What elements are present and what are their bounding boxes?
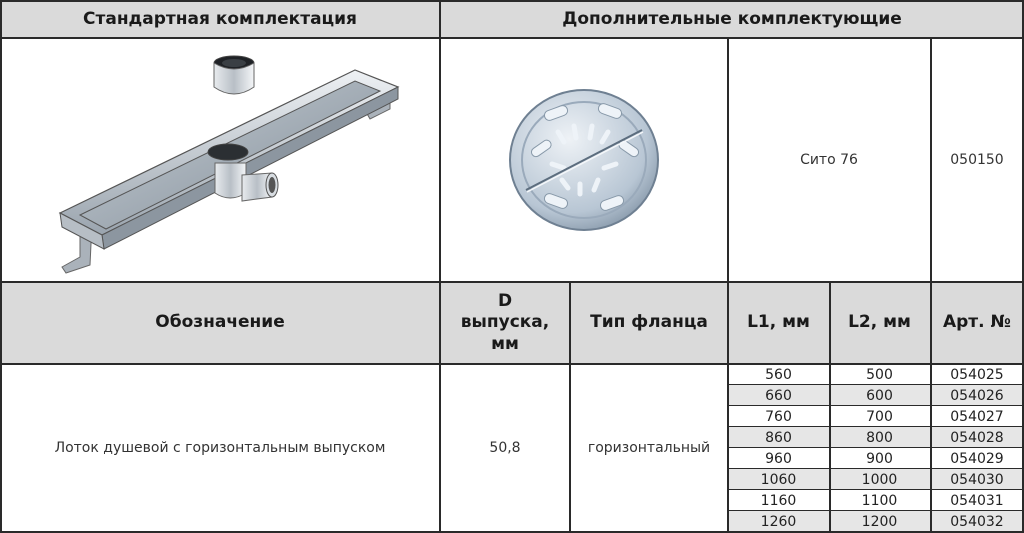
tray-image-cell xyxy=(0,38,440,282)
round-strainer-illustration xyxy=(504,80,664,240)
row-1-l2: 500 xyxy=(866,366,893,383)
row-5-article: 054029 xyxy=(950,450,1004,467)
row-3-article: 054027 xyxy=(950,408,1004,425)
column-d-outlet-line2: выпуска, xyxy=(460,312,550,333)
column-d-outlet-line3: мм xyxy=(491,333,519,354)
strainer-image-cell xyxy=(440,38,728,282)
row-6-article: 054030 xyxy=(930,469,1024,490)
column-d-outlet xyxy=(440,282,570,364)
row-3-l2: 700 xyxy=(866,408,893,425)
row-2-l1: 660 xyxy=(728,385,829,406)
row-4-article: 054028 xyxy=(930,427,1024,448)
row-8-l1: 1260 xyxy=(728,511,829,532)
row-7-l2: 1100 xyxy=(861,492,898,509)
column-l2: L2, мм xyxy=(829,282,930,364)
accessory-article: 050150 xyxy=(950,152,1004,168)
row-7-l1: 1160 xyxy=(760,492,797,509)
column-article: Арт. № xyxy=(930,282,1024,364)
header-standard-set: Стандартная комплектация xyxy=(0,0,440,38)
product-flange-type: горизонтальный xyxy=(587,440,711,456)
row-3-l1: 760 xyxy=(765,408,792,425)
row-6-l2: 1000 xyxy=(829,469,930,490)
row-2-article: 054026 xyxy=(930,385,1024,406)
row-7-article: 054031 xyxy=(950,492,1004,509)
product-designation: Лоток душевой с горизонтальным выпуском xyxy=(54,440,386,456)
row-4-l1: 860 xyxy=(728,427,829,448)
row-2-l2: 600 xyxy=(829,385,930,406)
column-l1: L1, мм xyxy=(728,282,829,364)
row-5-l1: 960 xyxy=(765,450,792,467)
column-d-outlet-line1: D xyxy=(497,291,513,312)
column-designation: Обозначение xyxy=(0,282,440,364)
accessory-name: Сито 76 xyxy=(800,152,858,168)
row-5-l2: 900 xyxy=(866,450,893,467)
header-extra-parts: Дополнительные комплектующие xyxy=(440,0,1024,38)
row-1-article: 054025 xyxy=(950,366,1004,383)
row-1-l1: 560 xyxy=(765,366,792,383)
product-d-outlet: 50,8 xyxy=(489,440,521,456)
row-8-l2: 1200 xyxy=(829,511,930,532)
row-8-article: 054032 xyxy=(930,511,1024,532)
shower-drain-tray-illustration xyxy=(10,45,430,275)
column-flange-type: Тип фланца xyxy=(570,282,728,364)
row-4-l2: 800 xyxy=(829,427,930,448)
row-6-l1: 1060 xyxy=(728,469,829,490)
